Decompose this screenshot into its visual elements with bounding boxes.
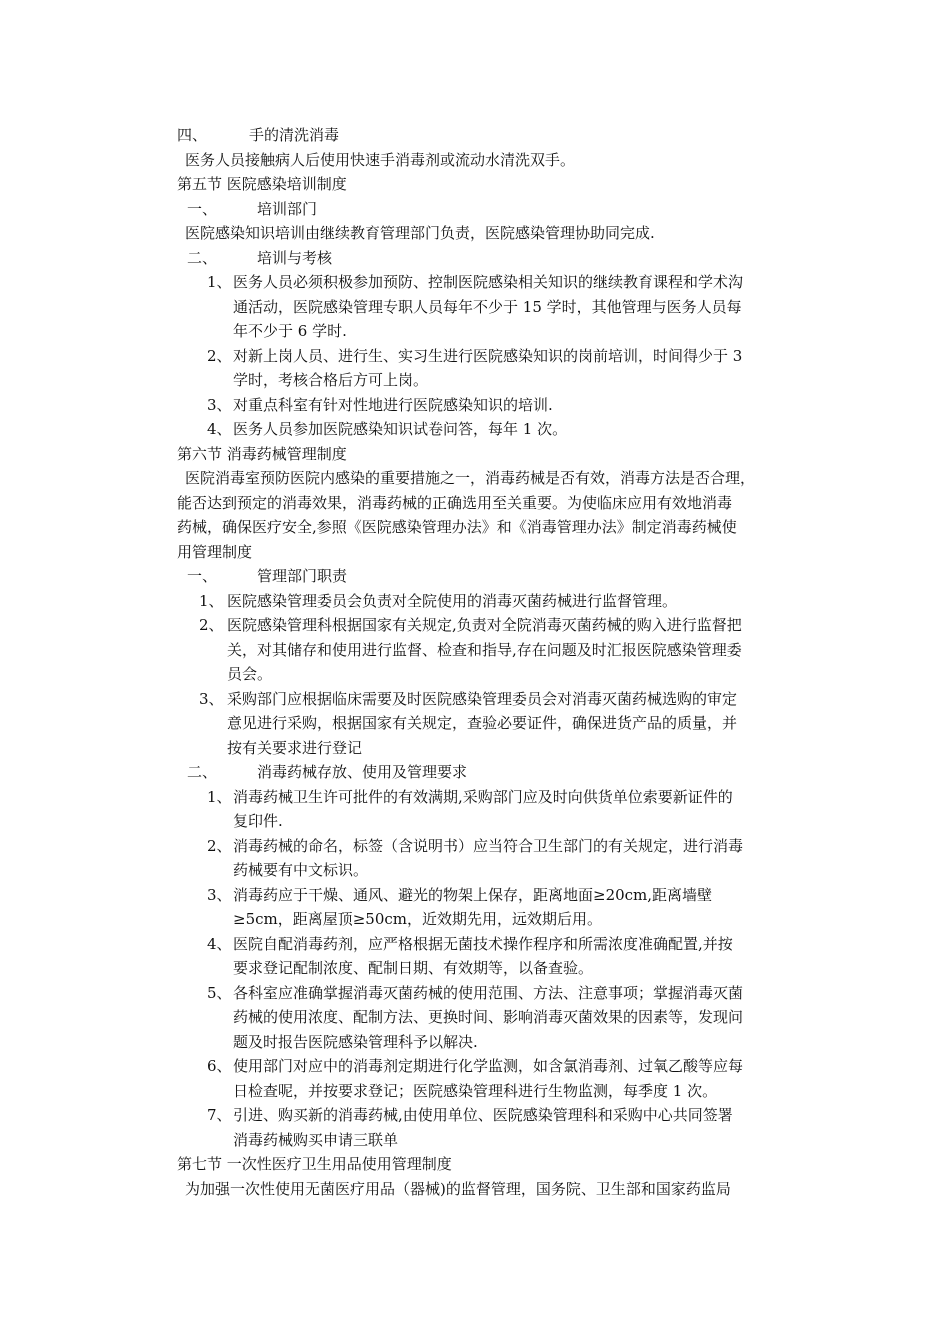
list-item bbox=[177, 613, 811, 687]
list-item-number: 3、 bbox=[199, 689, 224, 708]
subsection-heading bbox=[177, 760, 817, 785]
heading-number: 四、 bbox=[177, 126, 208, 144]
list-item-line: 意见进行采购，根据国家有关规定，查验必要证件，确保进货产品的质量，并 bbox=[227, 714, 738, 732]
list-item-line: 要求登记配制浓度、配制日期、有效期等，以备查验。 bbox=[233, 959, 594, 977]
intro-line: 用管理制度 bbox=[177, 542, 253, 561]
section-six-title: 第六节 消毒药械管理制度 bbox=[177, 444, 347, 463]
list-item-line: 医院自配消毒药剂，应严格根据无菌技术操作程序和所需浓度准确配置,并按 bbox=[233, 934, 733, 953]
section-four-text: 医务人员接触病人后使用快速手消毒剂或流动水清洗双手。 bbox=[185, 150, 576, 169]
list-item-line: 按有关要求进行登记 bbox=[227, 738, 363, 757]
list-item bbox=[177, 589, 811, 614]
section-five-title: 第五节 医院感染培训制度 bbox=[177, 175, 347, 193]
list-item-number: 2、 bbox=[207, 346, 232, 365]
intro-line: 能否达到预定的消毒效果，消毒药械的正确选用至关重要。为使临床应用有效地消毒 bbox=[177, 493, 733, 512]
list-item-line: ≥5cm，距离屋顶≥50cm，近效期先用，远效期后用。 bbox=[233, 910, 603, 928]
list-item-line: 医院感染管理委员会负责对全院使用的消毒灭菌药械进行监督管理。 bbox=[227, 591, 678, 610]
list-item bbox=[177, 883, 811, 932]
list-item-number: 3、 bbox=[207, 885, 232, 904]
list-item-line: 对重点科室有针对性地进行医院感染知识的培训. bbox=[233, 395, 553, 414]
list-item-number: 2、 bbox=[199, 616, 224, 634]
list-item-line: 通活动，医院感染管理专职人员每年不少于 15 学时，其他管理与医务人员每 bbox=[233, 297, 742, 316]
heading-title: 管理部门职责 bbox=[257, 567, 348, 585]
heading-title: 培训部门 bbox=[257, 199, 318, 218]
list-item-number: 4、 bbox=[207, 934, 232, 953]
list-item-line: 题及时报告医院感染管理科予以解决. bbox=[233, 1032, 478, 1051]
document-body bbox=[177, 123, 817, 1201]
list-item-line: 学时，考核合格后方可上岗。 bbox=[233, 371, 429, 389]
heading-title: 手的清洗消毒 bbox=[249, 126, 340, 144]
list-item-number: 6、 bbox=[207, 1057, 232, 1075]
section-seven-intro: 为加强一次性使用无菌医疗用品（器械)的监督管理，国务院、卫生部和国家药监局 bbox=[185, 1179, 731, 1198]
list-item-line: 医务人员必须积极参加预防、控制医院感染相关知识的继续教育课程和学术沟 bbox=[233, 273, 744, 291]
intro-line: 药械，确保医疗安全,参照《医院感染管理办法》和《消毒管理办法》制定消毒药械使 bbox=[177, 518, 737, 536]
list-item-line: 引进、购买新的消毒药械,由使用单位、医院感染管理科和采购中心共同签署 bbox=[233, 1106, 733, 1124]
list-item-line: 消毒药械卫生许可批件的有效满期,采购部门应及时向供货单位索要新证件的 bbox=[233, 787, 733, 806]
list-item-line: 医务人员参加医院感染知识试卷问答，每年 1 次。 bbox=[233, 420, 568, 438]
list-item bbox=[177, 932, 811, 981]
heading-number: 二、 bbox=[187, 763, 218, 781]
list-item bbox=[177, 393, 811, 418]
list-item-line: 各科室应准确掌握消毒灭菌药械的使用范围、方法、注意事项；掌握消毒灭菌 bbox=[233, 983, 744, 1002]
list-item-number: 1、 bbox=[207, 273, 232, 291]
list-item-line: 消毒药应于干燥、通风、避光的物架上保存，距离地面≥20cm,距离墙壁 bbox=[233, 885, 713, 904]
list-item-line: 药械的使用浓度、配制方法、更换时间、影响消毒灭菌效果的因素等，发现问 bbox=[233, 1008, 744, 1026]
list-item-line: 关，对其储存和使用进行监督、检查和指导,存在问题及时汇报医院感染管理委 bbox=[227, 640, 742, 659]
list-item bbox=[177, 417, 811, 442]
list-item bbox=[177, 834, 811, 883]
subsection-heading bbox=[177, 246, 817, 271]
list-item-line: 医院感染管理科根据国家有关规定,负责对全院消毒灭菌药械的购入进行监督把 bbox=[227, 616, 742, 634]
list-item-line: 消毒药械的命名，标签（含说明书）应当符合卫生部门的有关规定，进行消毒 bbox=[233, 836, 744, 855]
heading-number: 一、 bbox=[187, 567, 218, 585]
heading-title: 培训与考核 bbox=[257, 248, 333, 267]
list-item-number: 7、 bbox=[207, 1106, 232, 1124]
list-item-number: 3、 bbox=[207, 395, 232, 414]
list-item bbox=[177, 785, 811, 834]
list-item-number: 1、 bbox=[199, 591, 224, 610]
list-item-line: 采购部门应根据临床需要及时医院感染管理委员会对消毒灭菌药械选购的审定 bbox=[227, 689, 738, 708]
list-item-number: 5、 bbox=[207, 983, 232, 1002]
heading-number: 一、 bbox=[187, 199, 218, 218]
list-item-line: 使用部门对应中的消毒剂定期进行化学监测，如含氯消毒剂、过氧乙酸等应每 bbox=[233, 1057, 744, 1075]
list-item-line: 员会。 bbox=[227, 665, 273, 683]
subsection-heading bbox=[177, 197, 817, 222]
list-item-line: 复印件. bbox=[233, 812, 283, 830]
intro-line: 医院消毒室预防医院内感染的重要措施之一，消毒药械是否有效，消毒方法是否合理， bbox=[185, 469, 756, 487]
list-item-number: 4、 bbox=[207, 420, 232, 438]
section-four-heading bbox=[177, 123, 817, 148]
heading-number: 二、 bbox=[187, 248, 218, 267]
list-item bbox=[177, 1103, 811, 1152]
section-seven-title: 第七节 一次性医疗卫生用品使用管理制度 bbox=[177, 1155, 452, 1173]
list-item bbox=[177, 1054, 811, 1103]
list-item-line: 药械要有中文标识。 bbox=[233, 861, 369, 879]
list-item-line: 日检查呢，并按要求登记；医院感染管理科进行生物监测，每季度 1 次。 bbox=[233, 1081, 718, 1100]
list-item-line: 对新上岗人员、进行生、实习生进行医院感染知识的岗前培训，时间得少于 3 bbox=[233, 346, 743, 365]
list-item bbox=[177, 981, 811, 1055]
list-item bbox=[177, 344, 811, 393]
list-item-number: 1、 bbox=[207, 787, 232, 806]
subsection-text: 医院感染知识培训由继续教育管理部门负责，医院感染管理协助同完成. bbox=[185, 224, 655, 242]
list-item bbox=[177, 270, 811, 344]
list-item-number: 2、 bbox=[207, 836, 232, 855]
list-item bbox=[177, 687, 811, 761]
heading-title: 消毒药械存放、使用及管理要求 bbox=[257, 763, 468, 781]
list-item-line: 年不少于 6 学时. bbox=[233, 322, 347, 340]
subsection-heading bbox=[177, 564, 817, 589]
list-item-line: 消毒药械购买申请三联单 bbox=[233, 1130, 399, 1149]
